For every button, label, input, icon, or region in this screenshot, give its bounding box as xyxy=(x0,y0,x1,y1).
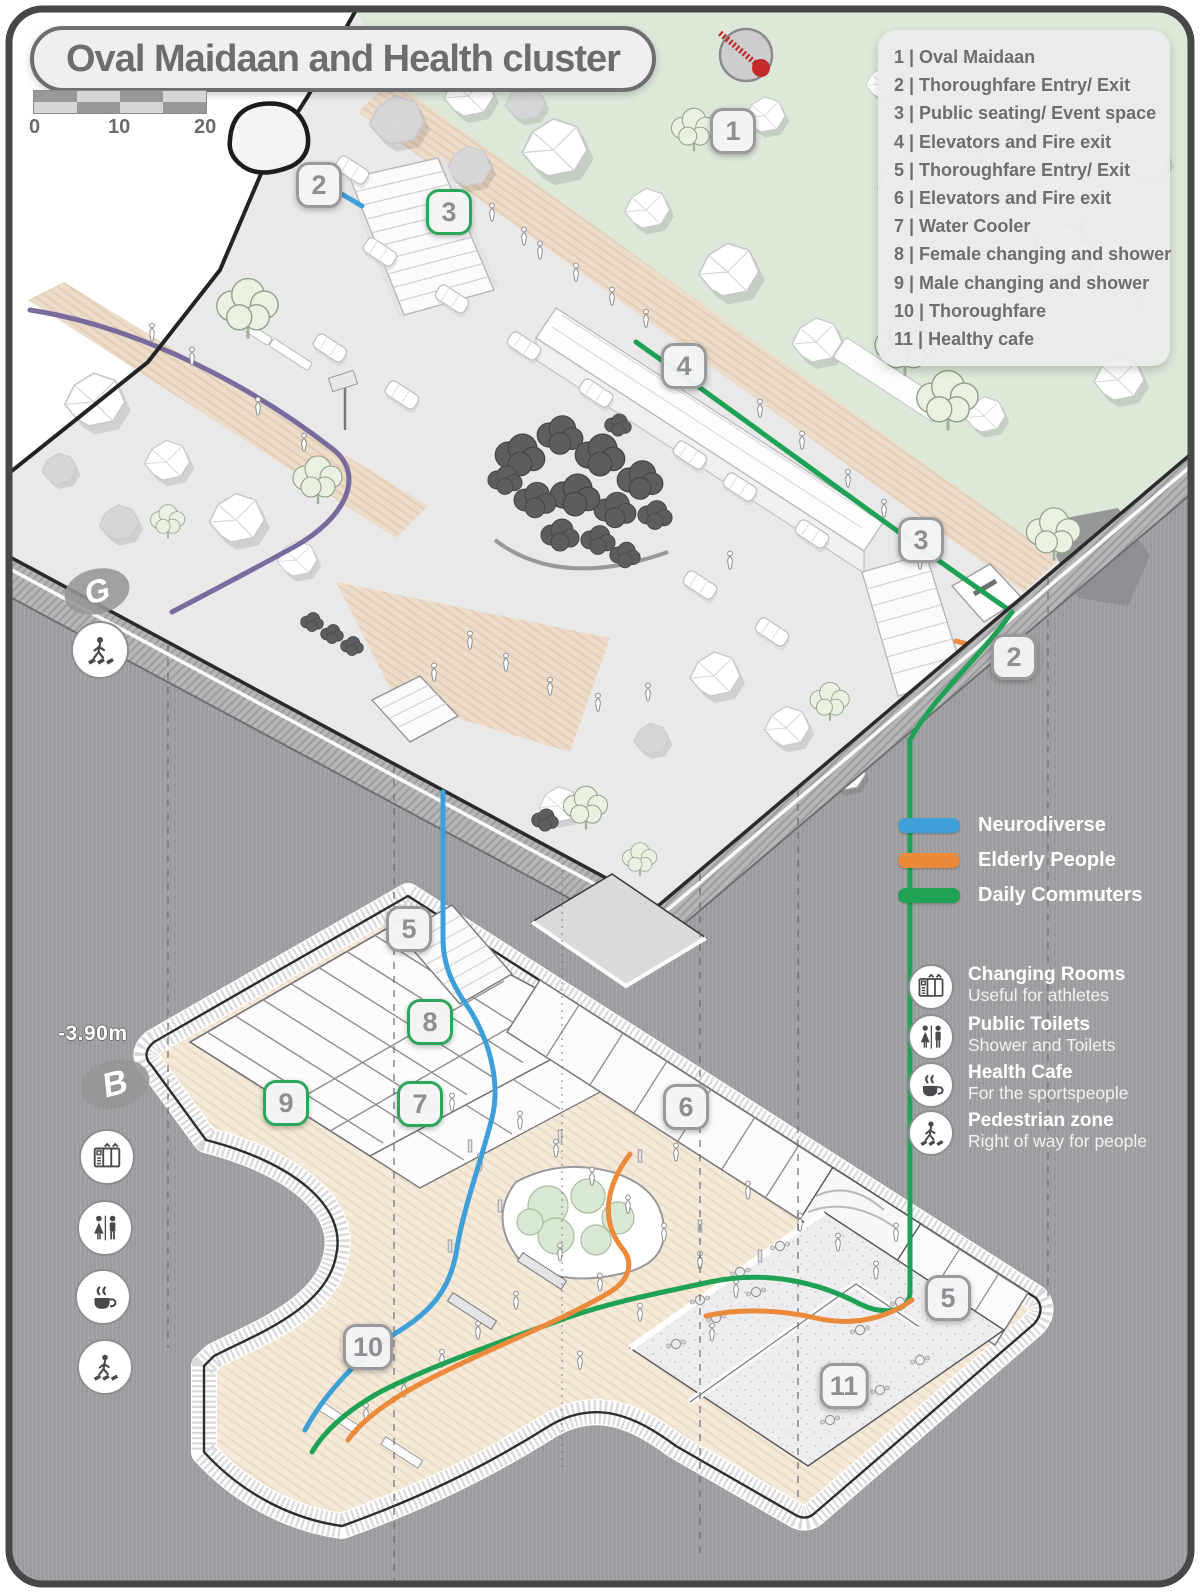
ground-level-marker: G xyxy=(60,562,135,622)
map-badge-3-east: 3 xyxy=(898,517,944,563)
legend-item-1: 1 | Oval Maidaan xyxy=(894,47,1036,67)
map-badge-11: 11 xyxy=(820,1363,869,1409)
map-badge-5-north: 5 xyxy=(386,906,432,952)
legend-item-4: 4 | Elevators and Fire exit xyxy=(894,131,1112,152)
route-legend-neurodiverse: Neurodiverse xyxy=(898,814,1106,837)
map-badge-5-east: 5 xyxy=(925,1275,971,1321)
legend-item-7: 7 | Water Cooler xyxy=(894,216,1031,237)
legend-item-3: 3 | Public seating/ Event space xyxy=(894,103,1157,124)
scale-tick-0: 0 xyxy=(29,116,41,138)
changing-rooms-side-icon xyxy=(79,1129,135,1185)
amenity-health-cafe: Health Cafe For the sportspeople xyxy=(908,1062,1129,1108)
legend-item-9: 9 | Male changing and shower xyxy=(894,272,1150,293)
legend-item-6: 6 | Elevators and Fire exit xyxy=(894,188,1112,209)
map-badge-9: 9 xyxy=(263,1080,309,1126)
public-toilets-side-icon xyxy=(77,1200,133,1256)
commuters-swatch xyxy=(898,888,960,903)
amenity-pedestrian-zone: Pedestrian zone Right of way for people xyxy=(908,1110,1147,1156)
map-badge-2-north: 2 xyxy=(296,162,342,208)
basement-level-marker: B xyxy=(75,1052,155,1116)
pedestrian-zone-icon xyxy=(908,1110,954,1156)
legend-item-5: 5 | Thoroughfare Entry/ Exit xyxy=(894,159,1131,180)
public-toilets-icon xyxy=(908,1014,954,1060)
map-badge-8: 8 xyxy=(407,999,453,1045)
map-badge-7: 7 xyxy=(397,1081,443,1127)
route-legend-elderly: Elderly People xyxy=(898,849,1116,872)
scale-tick-10: 10 xyxy=(108,116,131,138)
map-badge-2-east: 2 xyxy=(991,634,1037,680)
map-badge-6: 6 xyxy=(663,1084,709,1130)
pedestrian-zone-side-icon xyxy=(77,1339,133,1395)
map-badge-4: 4 xyxy=(661,343,707,389)
changing-rooms-icon xyxy=(908,964,954,1010)
title-banner xyxy=(30,26,656,92)
pedestrian-crossing-icon xyxy=(71,621,129,679)
boundary-rock xyxy=(230,104,308,173)
amenity-changing-rooms: Changing Rooms Useful for athletes xyxy=(908,964,1125,1010)
map-badge-1: 1 xyxy=(710,108,756,154)
route-legend-commuters: Daily Commuters xyxy=(898,884,1143,907)
elderly-swatch xyxy=(898,853,960,868)
legend-item-2: 2 | Thoroughfare Entry/ Exit xyxy=(894,75,1131,96)
basement-depth-label: -3.90m xyxy=(58,1022,128,1045)
map-badge-10: 10 xyxy=(343,1324,393,1370)
legend-card xyxy=(878,30,1170,366)
amenity-public-toilets: Public Toilets Shower and Toilets xyxy=(908,1014,1116,1060)
legend-item-11: 11 | Healthy cafe xyxy=(894,329,1035,350)
health-cafe-side-icon xyxy=(75,1269,131,1325)
map-badge-3-north: 3 xyxy=(426,189,472,235)
scale-bar xyxy=(33,90,207,114)
scale-tick-20: 20 xyxy=(194,116,217,138)
health-cafe-icon xyxy=(908,1062,954,1108)
neurodiverse-swatch xyxy=(898,818,960,833)
page-title: Oval Maidaan and Health cluster xyxy=(66,37,620,80)
legend-item-8: 8 | Female changing and shower xyxy=(894,244,1172,265)
north-compass-icon xyxy=(714,25,778,89)
legend-item-10: 10 | Thoroughfare xyxy=(894,300,1047,321)
